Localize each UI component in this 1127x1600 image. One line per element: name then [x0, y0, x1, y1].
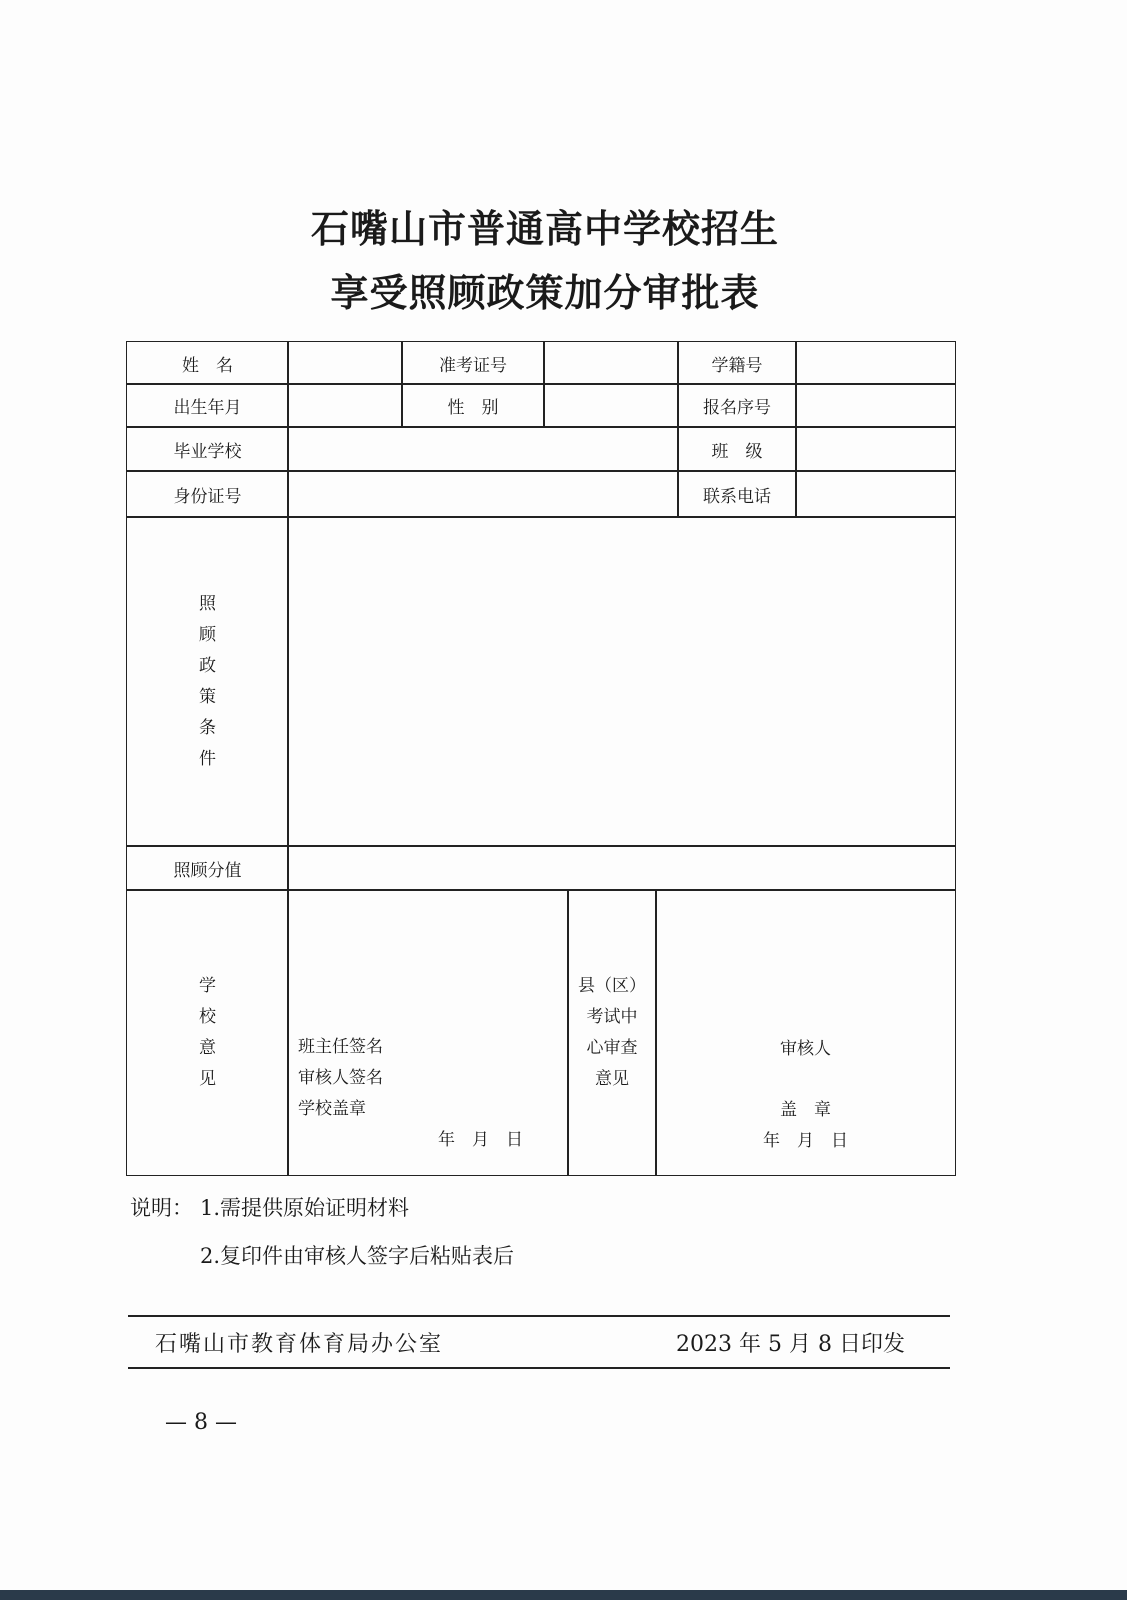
school-label: 毕业学校: [126, 426, 289, 472]
school-opinion-label: [126, 889, 289, 1176]
reviewer-sign-label: 审核人签名: [298, 1068, 383, 1088]
exam-id-label: 准考证号: [401, 341, 545, 385]
id-card-field[interactable]: [287, 470, 679, 518]
school-seal-label: 学校盖章: [298, 1099, 366, 1119]
county-label-line: 意见: [595, 1068, 629, 1089]
scan-edge: [0, 1590, 1127, 1600]
conditions-field[interactable]: [287, 516, 956, 847]
title-line-2: 享受照顾政策加分审批表: [330, 270, 760, 315]
birth-label: 出生年月: [126, 383, 289, 428]
class-field[interactable]: [795, 426, 956, 472]
footer-rule-top: [128, 1315, 950, 1317]
note-1: 1.需提供原始证明材料: [200, 1196, 410, 1220]
conditions-char: 策: [199, 686, 216, 707]
student-id-field[interactable]: [795, 341, 956, 385]
note-2: 2.复印件由审核人签字后粘贴表后: [200, 1244, 515, 1268]
name-label: 姓 名: [126, 341, 289, 385]
student-id-label: 学籍号: [677, 341, 797, 385]
conditions-char: 政: [199, 655, 216, 676]
teacher-sign-label: 班主任签名: [298, 1037, 383, 1057]
school-field[interactable]: [287, 426, 679, 472]
county-reviewer-label: 审核人: [780, 1039, 831, 1059]
county-label-line: 县（区）: [578, 975, 646, 996]
conditions-char: 条: [199, 717, 216, 738]
school-opinion-char: 校: [199, 1006, 216, 1027]
phone-field[interactable]: [795, 470, 956, 518]
conditions-label: [126, 516, 289, 847]
footer-office: 石嘴山市教育体育局办公室: [155, 1332, 444, 1357]
class-label: 班 级: [677, 426, 797, 472]
footer-rule-bottom: [128, 1367, 950, 1369]
date-right: 年 月 日: [763, 1131, 848, 1151]
school-opinion-char: 学: [199, 975, 216, 996]
gender-field[interactable]: [543, 383, 679, 428]
school-opinion-char: 见: [199, 1068, 216, 1089]
title-line-1: 石嘴山市普通高中学校招生: [310, 206, 779, 251]
county-label-line: 考试中: [586, 1006, 638, 1027]
score-field[interactable]: [287, 845, 956, 891]
name-field[interactable]: [287, 341, 403, 385]
county-seal-label: 盖 章: [780, 1100, 831, 1120]
gender-label: 性 别: [401, 383, 545, 428]
page-number: — 8 —: [165, 1410, 237, 1435]
id-card-label: 身份证号: [126, 470, 289, 518]
conditions-char: 件: [199, 748, 216, 769]
county-label-line: 心审查: [586, 1037, 638, 1058]
reg-no-field[interactable]: [795, 383, 956, 428]
score-label: 照顾分值: [126, 845, 289, 891]
exam-id-field[interactable]: [543, 341, 679, 385]
reg-no-label: 报名序号: [677, 383, 797, 428]
phone-label: 联系电话: [677, 470, 797, 518]
conditions-char: 照: [199, 593, 216, 614]
footer-date: 2023 年 5 月 8 日印发: [676, 1332, 905, 1357]
county-opinion-label: [567, 889, 657, 1176]
conditions-char: 顾: [199, 624, 216, 645]
notes-prefix: 说明：: [130, 1196, 193, 1220]
school-opinion-char: 意: [199, 1037, 216, 1058]
birth-field[interactable]: [287, 383, 403, 428]
date-left: 年 月 日: [438, 1130, 523, 1150]
